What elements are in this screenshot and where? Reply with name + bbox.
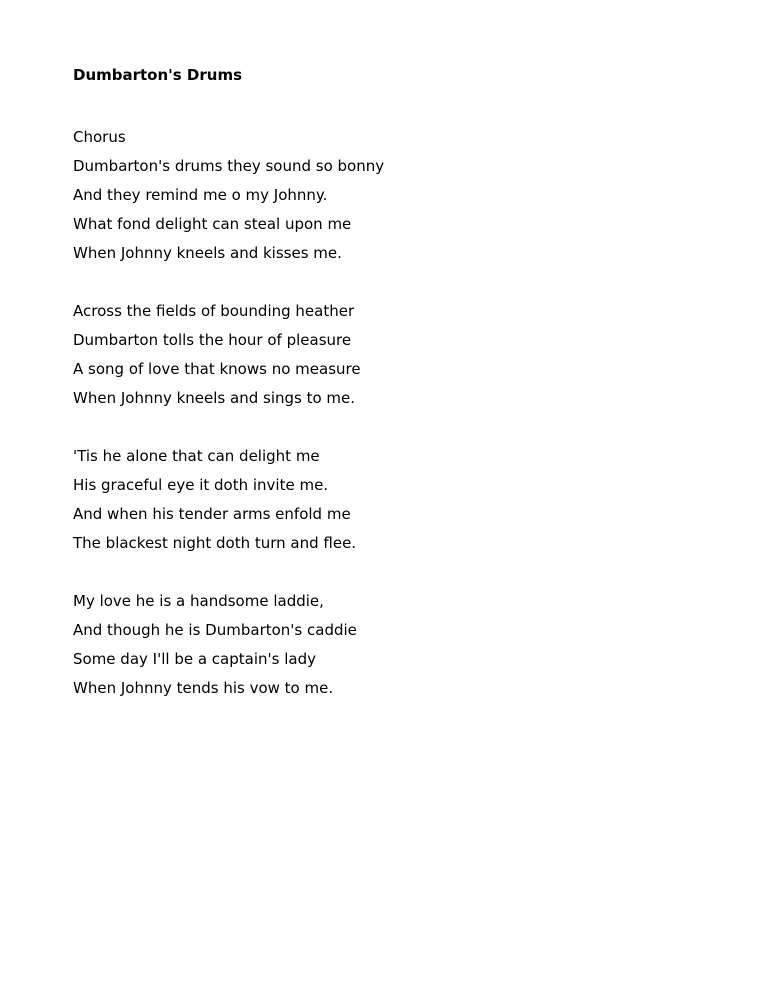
lyric-line: When Johnny kneels and sings to me. [73,389,356,407]
stanza-chorus [73,123,713,268]
lyric-line: A song of love that knows no measure [73,360,361,378]
stanza-verse-3 [73,587,713,703]
lyric-line: My love he is a handsome laddie, [73,592,324,610]
lyric-line: Across the fields of bounding heather [73,302,355,320]
lyric-line: Dumbarton tolls the hour of pleasure [73,331,352,349]
lyric-line: 'Tis he alone that can delight me [73,447,320,465]
lyric-line: His graceful eye it doth invite me. [73,476,329,494]
stanza-verse-2 [73,442,713,558]
lyric-line: When Johnny tends his vow to me. [73,679,334,697]
lyric-line: Dumbarton's drums they sound so bonny [73,157,385,175]
document-title: Dumbarton's Drums [73,66,242,84]
stanza-label: Chorus [73,128,126,146]
document-page [73,65,713,732]
lyric-line: What fond delight can steal upon me [73,215,352,233]
lyric-line: The blackest night doth turn and flee. [73,534,357,552]
lyric-line: When Johnny kneels and kisses me. [73,244,342,262]
stanza-verse-1 [73,297,713,413]
lyric-line: And they remind me o my Johnny. [73,186,328,204]
lyric-line: And when his tender arms enfold me [73,505,351,523]
lyric-line: Some day I'll be a captain's lady [73,650,316,668]
lyric-line: And though he is Dumbarton's caddie [73,621,357,639]
